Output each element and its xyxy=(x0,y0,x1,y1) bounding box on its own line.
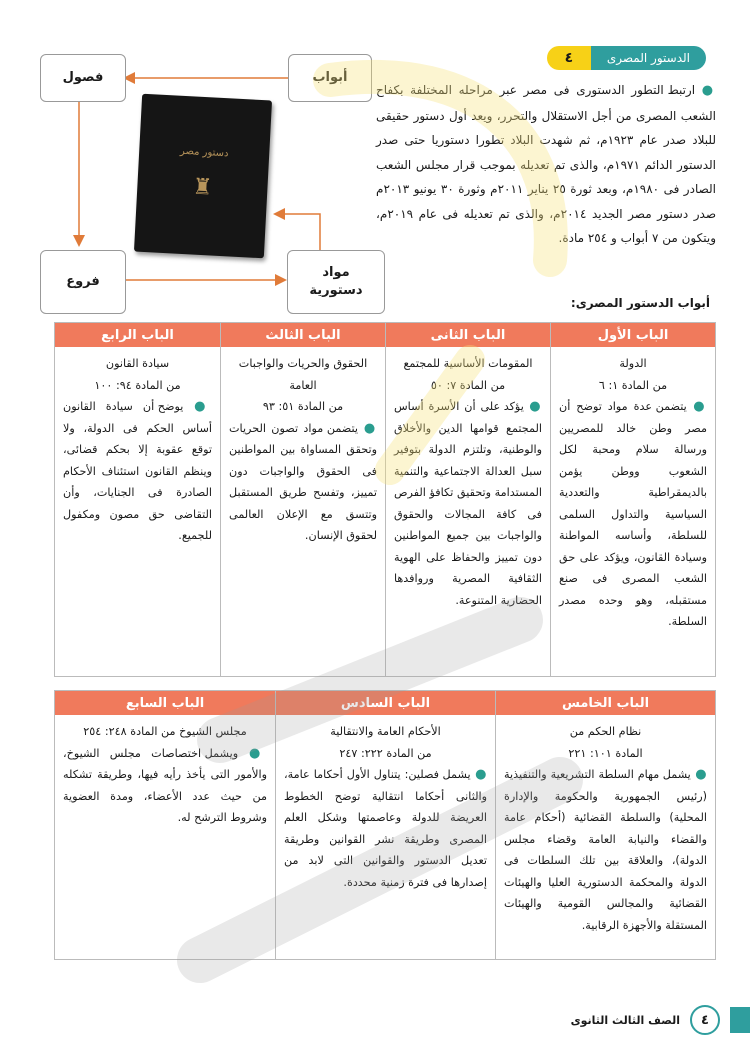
footer-tab xyxy=(730,1007,750,1033)
bullet-icon: ● xyxy=(238,745,267,761)
chapter-body xyxy=(63,743,267,829)
chapter-header: الباب السابع xyxy=(55,691,275,715)
chapter-body-text: ويشمل اختصاصات مجلس الشيوخ، والأمور التى يأخذ رأيه فيها، وطريقة تشكله من حيث عدد الأعضاء، ومدة العضوية وشروط الترشح له. xyxy=(63,746,267,824)
chapters-table-top xyxy=(54,322,716,677)
page-footer xyxy=(0,1004,750,1036)
chapter-header: الباب السادس xyxy=(276,691,495,715)
chapter-header: الباب الأول xyxy=(551,323,715,347)
chapter-column xyxy=(385,323,550,676)
chapter-body xyxy=(284,764,487,893)
chapter-body-text: يتضمن عدة مواد توضح أن مصر وطن خالد للمصريين ورسالة سلام ومحبة لكل الشعوب ووطن يؤمن بالديمقراطية والتعددية السياسية والتداول السلمى للسلطة، وأساسه المواطنة وسيادة القانون، ويؤكد على حق الشعب المصرى فى صنع مستقبله، وهو وحده مصدر السلطة. xyxy=(559,400,707,628)
chapter-body-text: يشمل مهام السلطة التشريعية والتنفيذية (رئيس الجمهورية والحكومة والإدارة المحلية) والسلطة القضائية (أحكام عامة والقضاء والنيابة العامة وقضاء مجلس الدولة)، والعلاقة بين تلك السلطات فى الدولة والمحكمة الدستورية العليا والهيئات القضائية والمجالس القومية والهيئات المستقلة والأجهزة الرقابية. xyxy=(504,768,707,932)
bullet-icon: ● xyxy=(183,399,212,414)
chapter-body-text: يوضح أن سيادة القانون أساس الحكم فى الدولة، ولا توقع عقوبة إلا بحكم قضائى، وينظم القانون استئناف الأحكام الصادرة فى الجنايات، وأن التقاضى حق مصون ومكفول للجميع. xyxy=(63,400,212,542)
chapter-title: المقومات الأساسية للمجتمع xyxy=(403,357,533,370)
intro-text: ارتبط التطور الدستورى فى مصر عبر مراحله المختلفة بكفاح الشعب المصرى من أجل الاستقلال والتحرر، ويعد أول دستور حقيقى للبلاد صدر عام ١٩٢٣م، ثم شهدت البلاد تطورا دستوريا حتى صدر الدستور الدائم ١٩٧١م، والذى تم تعديله بموجب قرار مجلس الشعب الصادر فى ١٩٨٠م، وبعد ثورة ٢٥ يناير ٢٠١١م وثورة ٣٠ يونيو ٢٠١٣م صدر دستور مصر الجديد ٢٠١٤م، والذى تم تعديله فى عام ٢٠١٩م، ويتكون من ٧ أبواب و ٢٥٤ مادة. xyxy=(376,83,717,245)
lesson-number: ٤ xyxy=(547,46,591,70)
chapter-range: من المادة ٢٢٢: ٢٤٧ xyxy=(339,746,432,760)
chapter-header: الباب الثانى xyxy=(386,323,550,347)
box-abwab: أبواب xyxy=(288,54,372,102)
chapter-title: سيادة القانون xyxy=(105,357,170,370)
chapter-column xyxy=(220,323,385,676)
chapter-body xyxy=(229,418,377,547)
bullet-icon: ● xyxy=(690,767,707,782)
chapter-header: الباب الثالث xyxy=(221,323,385,347)
chapter-column xyxy=(275,691,495,959)
chapter-range: من المادة ١: ٦ xyxy=(598,378,668,392)
chapter-title: الأحكام العامة والانتقالية xyxy=(330,725,441,738)
chapter-body-text: يتضمن مواد تصون الحريات وتحقق المساواة بين المواطنين فى الحقوق والواجبات دون تمييز، وتفسح طريق المستقبل وتتسق مع الإعلان العالمى لحقوق الإنسان. xyxy=(229,421,377,542)
section-heading: أبواب الدستور المصرى: xyxy=(570,296,710,310)
bullet-icon: ● xyxy=(701,83,716,98)
chapter-title: مجلس الشيوخ من المادة ٢٤٨: ٢٥٤ xyxy=(83,725,247,738)
chapter-body xyxy=(559,396,707,633)
chapter-column xyxy=(55,691,275,959)
chapter-range: من المادة ٧: ٥٠ xyxy=(430,378,506,392)
constitution-book-image xyxy=(134,94,272,259)
chapter-column xyxy=(55,323,220,676)
chapter-range: من المادة ٩٤: ١٠٠ xyxy=(94,378,181,392)
chapter-header: الباب الخامس xyxy=(496,691,715,715)
chapter-body xyxy=(504,764,707,936)
box-furu: فروع xyxy=(40,250,126,314)
chapter-body-text: يشمل فصلين: يتناول الأول أحكاما عامة، والثانى أحكاما انتقالية توضح الخطوط العريضة للدولة وعاصمتها وشكل العلم المصرى وطريقة نشر القوانين وطريقة تعديل الدستور والقوانين التى لابد من إصدارها فى فترة زمنية محددة. xyxy=(284,768,487,889)
eagle-emblem-icon: ♜ xyxy=(191,174,213,201)
chapter-title: نظام الحكم من xyxy=(569,725,642,738)
chapter-body xyxy=(394,396,542,611)
chapters-table-bottom xyxy=(54,690,716,960)
chapter-title: الحقوق والحريات والواجبات العامة xyxy=(238,357,368,392)
grade-label: الصف الثالث الثانوى xyxy=(570,1013,680,1027)
book-title: دستور مصر xyxy=(179,145,229,160)
page-number: ٤ xyxy=(690,1005,720,1035)
chapter-body xyxy=(63,396,212,547)
box-mawad: مواد دستورية xyxy=(287,250,385,314)
bullet-icon: ● xyxy=(358,420,377,436)
chapter-title: الدولة xyxy=(619,357,647,370)
chapter-range: من المادة ٥١: ٩٣ xyxy=(262,400,344,413)
chapter-column xyxy=(550,323,715,676)
chapter-body-text: يؤكد على أن الأسرة أساس المجتمع قوامها الدين والأخلاق والوطنية، وتلتزم الدولة بتوفير سبل العدالة الاجتماعية والتنمية المستدامة وتحقيق تكافؤ الفرص فى كافة المجالات والحقوق والواجبات بين جميع المواطنين دون تمييز والحفاظ على الهوية الثقافية المصرية وروافدها الحضارية المتنوعة. xyxy=(394,400,542,607)
lesson-title: الدستور المصرى xyxy=(591,46,706,70)
box-fusul: فصول xyxy=(40,54,126,102)
bullet-icon: ● xyxy=(470,767,487,782)
bullet-icon: ● xyxy=(686,399,707,414)
chapter-header: الباب الرابع xyxy=(55,323,220,347)
chapter-column xyxy=(495,691,715,959)
bullet-icon: ● xyxy=(523,399,542,414)
chapter-range: المادة ١٠١: ٢٢١ xyxy=(568,746,643,760)
